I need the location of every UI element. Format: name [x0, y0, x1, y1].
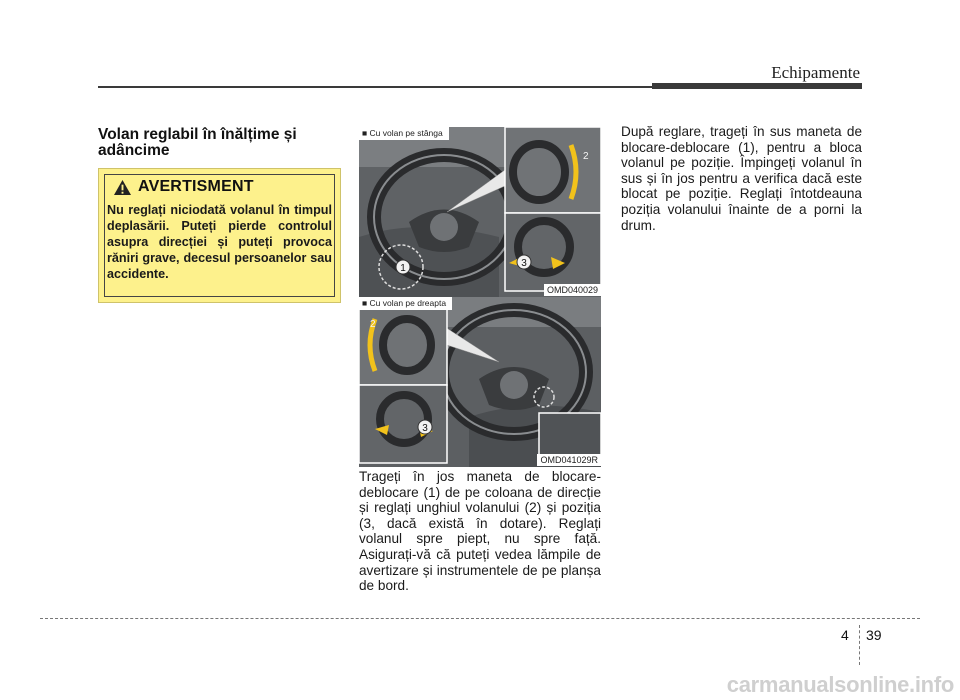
- page-divider: [859, 625, 860, 665]
- footer-rule: [40, 618, 920, 619]
- figure-code: OMD041029R: [537, 454, 601, 466]
- page-number: 39: [866, 627, 882, 643]
- warning-header: [113, 178, 254, 196]
- figure-left-hand-drive: [359, 127, 601, 297]
- chapter-number: 4: [841, 627, 849, 643]
- section-heading: Volan reglabil în înălțime și adâncime: [98, 126, 297, 159]
- header-title: Echipamente: [771, 63, 860, 82]
- body-paragraph-middle: Trageți în jos maneta de blocare-deblocare (1) de pe coloana de direcție și reglați unghiul volanului (2) și poziția (3, dacă există în dotare). Reglați volanul spre piept, nu spre față. Asigurați-vă că puteți vedea lămpile de avertizare și instrumentele de pe planșa de bord.: [359, 469, 601, 594]
- warning-triangle-icon: [113, 179, 132, 196]
- callout-3-text: 3: [422, 423, 428, 434]
- figure-caption: ■ Cu volan pe stânga: [359, 127, 449, 140]
- warning-box: [98, 168, 341, 303]
- steering-wheel-illustration-lhd: [359, 127, 601, 297]
- callout-3-text: 3: [521, 258, 527, 269]
- watermark: carmanualsonline.info: [726, 672, 954, 697]
- body-paragraph-right: După reglare, trageți în sus maneta de blocare-deblocare (1), pentru a bloca volanul pe poziție. Împingeți volanul în sus și în jos pentru a verifica dacă este blocat pe poziție. Reglați întotdeauna poziția volanului înainte de a porni la drum.: [621, 124, 862, 233]
- callout-2-text: 2: [583, 151, 589, 162]
- header-rule-accent: [652, 83, 862, 89]
- warning-title: AVERTISMENT: [138, 178, 254, 195]
- warning-text: Nu reglați niciodată volanul în timpul deplasării. Puteți pierde controlul asupra direcției și puteți provoca răniri grave, decesul persoanelor sau accidente.: [107, 203, 332, 281]
- figure-code: OMD040029: [544, 284, 601, 296]
- callout-2-text: 2: [370, 319, 376, 330]
- figure-caption: ■ Cu volan pe dreapta: [359, 297, 452, 310]
- steering-wheel-illustration-rhd: [359, 297, 601, 467]
- callout-1-text: 1: [400, 263, 406, 274]
- figure-right-hand-drive: [359, 297, 601, 467]
